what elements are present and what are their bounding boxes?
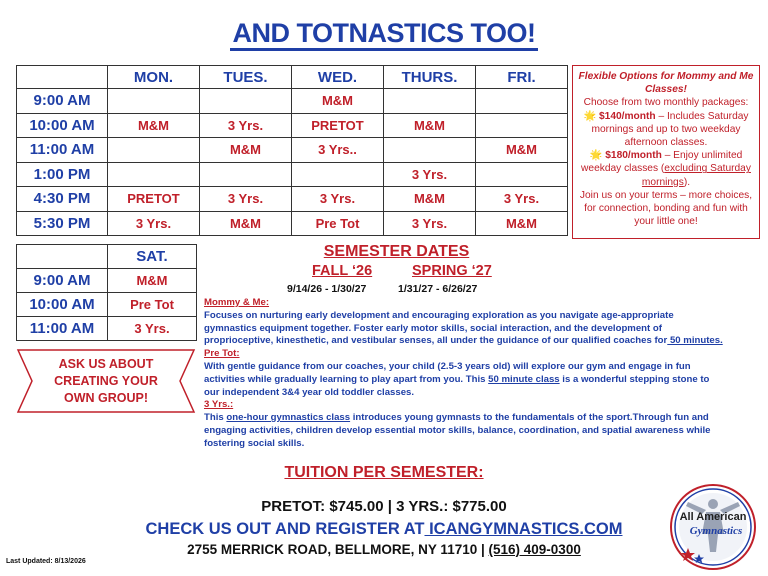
street-address: 2755 MERRICK ROAD, BELLMORE, NY 11710 | — [187, 542, 489, 557]
pre-tot-label: Pre Tot: — [204, 348, 240, 360]
class-cell: M&M — [476, 211, 568, 236]
tuition-title: TUITION PER SEMESTER: — [284, 464, 484, 481]
class-cell: Pre Tot — [108, 293, 197, 317]
day-header-wed: WED. — [292, 66, 384, 89]
register-prefix: CHECK US OUT AND REGISTER AT — [145, 520, 425, 538]
class-cell — [292, 162, 384, 187]
time-cell: 4:30 PM — [17, 187, 108, 212]
class-cell: M&M — [384, 187, 476, 212]
saturday-corner-cell — [17, 245, 108, 269]
schedule-row — [17, 187, 568, 212]
class-cell — [108, 162, 200, 187]
class-cell: 3 Yrs. — [384, 162, 476, 187]
phone-link[interactable]: (516) 409-0300 — [488, 542, 581, 557]
class-cell: 3 Yrs. — [108, 211, 200, 236]
schedule-row — [17, 269, 197, 293]
class-cell: 3 Yrs. — [200, 187, 292, 212]
three-yrs-text-2: introduces young gymnasts to the fundamentals of the sport.Through fun and engaging activities, children develop essential motor skills, balance, coordination, and spatial awareness while fostering social skills. — [204, 412, 711, 449]
class-cell: 3 Yrs. — [384, 211, 476, 236]
class-cell: 3 Yrs. — [108, 317, 197, 341]
pre-tot-text-2: is a wonderful stepping stone to our independent 3&4 year old toddler classes. — [204, 373, 710, 398]
time-cell: 10:00 AM — [17, 113, 108, 138]
saturday-header-row — [17, 245, 197, 269]
three-yrs-duration: one-hour gymnastics class — [226, 412, 351, 424]
schedule-row — [17, 113, 568, 138]
class-cell — [384, 138, 476, 163]
mommy-me-label: Mommy & Me: — [204, 297, 270, 308]
class-cell: M&M — [108, 113, 200, 138]
mommy-me-text: Focuses on nurturing early development and encouraging exploration as you navigate age-appropriate gymnastics equipment together. Foster early motor skills, social interaction, and the development of proprioceptive, kinesthetic, and vestibular senses, all under the guidance of our qualified coaches for — [204, 309, 674, 347]
schedule-row — [17, 211, 568, 236]
all-american-gymnastics-logo — [666, 482, 760, 572]
class-cell: M&M — [476, 138, 568, 163]
pre-tot-duration: 50 minute class — [488, 373, 560, 385]
time-cell: 5:30 PM — [17, 211, 108, 236]
time-cell: 9:00 AM — [17, 89, 108, 114]
class-cell — [476, 113, 568, 138]
fall-dates: 9/14/26 - 1/30/27 — [287, 283, 367, 295]
schedule-row — [17, 89, 568, 114]
pre-tot-description — [204, 361, 724, 399]
package-2-price: $180/month — [605, 150, 662, 162]
class-cell — [200, 162, 292, 187]
class-cell: M&M — [292, 89, 384, 114]
class-cell: 3 Yrs. — [292, 187, 384, 212]
time-cell: 1:00 PM — [17, 162, 108, 187]
time-cell: 10:00 AM — [17, 293, 108, 317]
options-heading: Flexible Options for Mommy and Me Classes! — [578, 71, 754, 96]
register-line — [0, 520, 768, 539]
schedule-row — [17, 138, 568, 163]
weekday-corner-cell — [17, 66, 108, 89]
flexible-options-box — [572, 65, 760, 239]
class-cell — [476, 89, 568, 114]
weekday-schedule-table — [16, 65, 568, 236]
mommy-me-description — [204, 310, 724, 348]
class-cell — [108, 89, 200, 114]
class-cell: PRETOT — [292, 113, 384, 138]
saturday-schedule-table — [16, 244, 197, 341]
three-yrs-description — [204, 412, 724, 450]
class-descriptions — [204, 297, 724, 451]
schedule-row — [17, 293, 197, 317]
class-cell: M&M — [108, 269, 197, 293]
class-cell — [108, 138, 200, 163]
schedule-row — [17, 317, 197, 341]
time-cell: 11:00 AM — [17, 138, 108, 163]
pre-tot-text-1: With gentle guidance from our coaches, your child (2.5-3 years old) will explore our gym and engage in fun activities while gradually learning to play apart from you. This — [204, 360, 691, 385]
class-cell: 3 Yrs.. — [292, 138, 384, 163]
logo-line-1: All American — [679, 511, 747, 523]
class-cell — [476, 162, 568, 187]
logo-line-2: Gymnastics — [689, 525, 743, 537]
package-2-exclusion: excluding Saturday mornings — [641, 163, 751, 188]
weekday-header-row — [17, 66, 568, 89]
time-cell: 11:00 AM — [17, 317, 108, 341]
package-2-end: ). — [683, 176, 691, 188]
class-cell: Pre Tot — [292, 211, 384, 236]
spring-label: SPRING ‘27 — [412, 263, 492, 279]
package-1-price: $140/month — [599, 110, 656, 122]
page-title — [0, 18, 768, 49]
day-header-sat: SAT. — [108, 245, 197, 269]
ask-us-banner — [16, 348, 196, 414]
package-1-text: – Includes Saturday mornings and up to two weekday afternoon classes. — [591, 110, 749, 149]
schedule-row — [17, 162, 568, 187]
day-header-mon: MON. — [108, 66, 200, 89]
three-yrs-label: 3 Yrs.: — [204, 399, 234, 411]
class-cell: PRETOT — [108, 187, 200, 212]
fall-label: FALL ‘26 — [312, 263, 373, 279]
ask-us-text: ASK US ABOUT CREATING YOUR OWN GROUP! — [54, 356, 158, 405]
package-1 — [578, 110, 754, 150]
address-line — [0, 542, 768, 557]
time-cell: 9:00 AM — [17, 269, 108, 293]
class-cell — [200, 89, 292, 114]
package-2 — [578, 149, 754, 189]
star-icon: 🌟 — [589, 150, 603, 162]
class-cell: M&M — [200, 211, 292, 236]
tuition-prices: PRETOT: $745.00 | 3 YRS.: $775.00 — [261, 498, 507, 515]
mommy-me-duration: 50 minutes. — [667, 335, 723, 347]
website-link[interactable]: ICANGYMNASTICS.COM — [424, 520, 623, 538]
class-cell: M&M — [200, 138, 292, 163]
spring-dates: 1/31/27 - 6/26/27 — [398, 283, 478, 295]
day-header-fri: FRI. — [476, 66, 568, 89]
last-updated: Last Updated: 8/13/2026 — [6, 558, 86, 565]
star-icon: 🌟 — [583, 110, 597, 122]
options-intro: Choose from two monthly packages: — [583, 97, 749, 109]
class-cell — [384, 89, 476, 114]
options-closing: Join us on your terms – more choices, for connection, bonding and fun with your little one! — [579, 189, 753, 228]
three-yrs-text-1: This — [204, 412, 227, 424]
class-cell: M&M — [384, 113, 476, 138]
day-header-thurs: THURS. — [384, 66, 476, 89]
class-cell: 3 Yrs. — [200, 113, 292, 138]
day-header-tues: TUES. — [200, 66, 292, 89]
class-cell: 3 Yrs. — [476, 187, 568, 212]
semester-dates-title: SEMESTER DATES — [323, 243, 470, 260]
package-2-text: – Enjoy unlimited weekday classes ( — [581, 150, 743, 175]
page-title-text: AND TOTNASTICS TOO! — [230, 18, 537, 51]
